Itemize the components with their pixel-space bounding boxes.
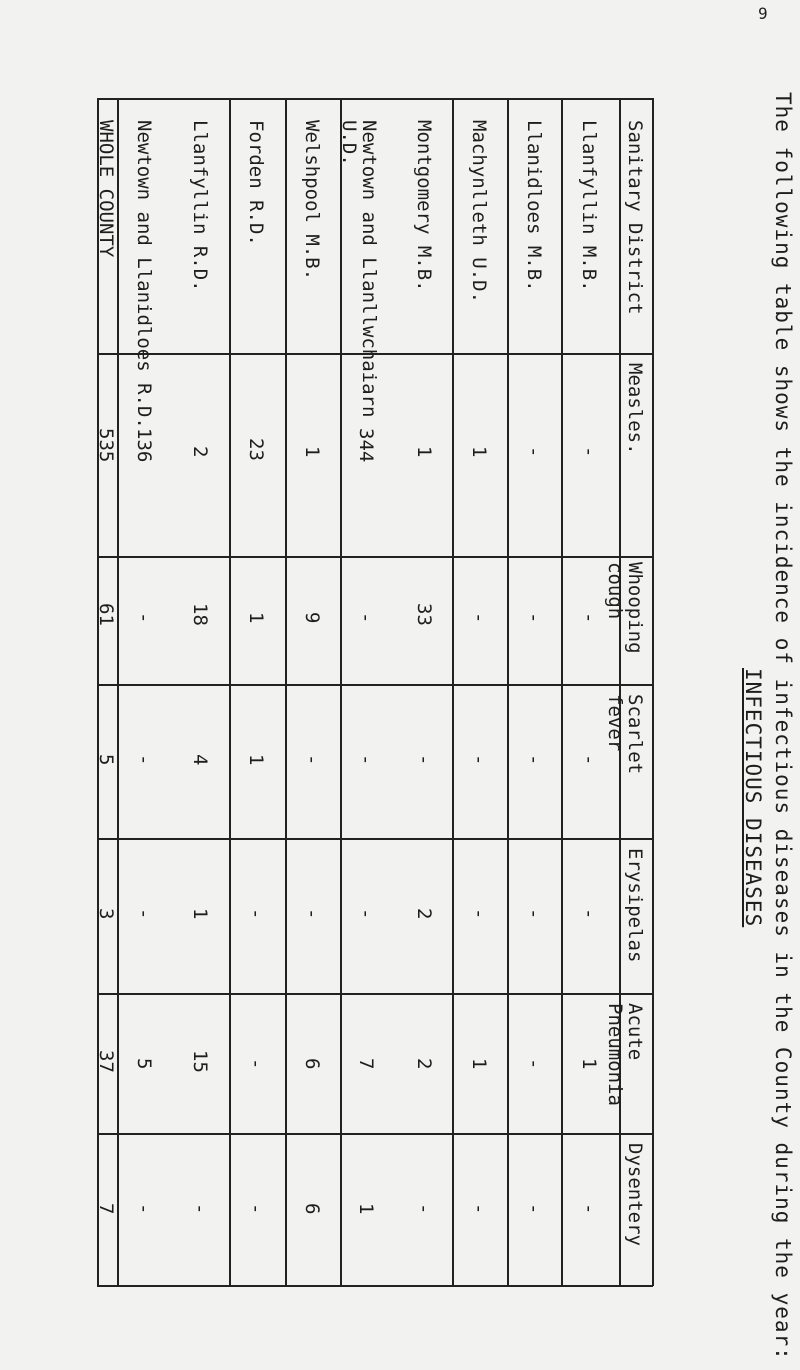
row-pneumonia: - [523, 1058, 545, 1070]
row-measles: - [523, 446, 545, 458]
row-district: Welshpool M.B. [301, 120, 323, 281]
row-district: Llanidloes M.B. [523, 120, 545, 292]
row-measles: 2 [189, 446, 211, 458]
header-measles: Measles. [624, 363, 646, 455]
row-erysipelas: - [578, 908, 600, 920]
row-whooping: 1 [245, 612, 267, 624]
row-district: Llanfyllin M.B. [578, 120, 600, 292]
row-whooping-total: 61 [95, 603, 117, 626]
header-whooping-cough-2: cough [604, 562, 626, 620]
header-dysentery: Dysentery [624, 1143, 646, 1246]
row-dysentery: - [133, 1203, 155, 1215]
row-pneumonia: - [245, 1058, 267, 1070]
row-whooping: - [133, 612, 155, 624]
header-sanitary-district: Sanitary District [624, 120, 646, 315]
row-district: Machynlleth U.D. [468, 120, 490, 304]
row-measles: 1 [413, 446, 435, 458]
header-whooping-cough-1: Whooping [624, 562, 646, 654]
row-district-total: WHOLE COUNTY [95, 120, 117, 258]
row-scarlet: - [301, 754, 323, 766]
row-whooping: - [355, 612, 377, 624]
row-scarlet: - [523, 754, 545, 766]
header-acute-pneumonia-1: Acute [624, 1003, 646, 1061]
row-dysentery: - [189, 1203, 211, 1215]
row-whooping: 33 [413, 603, 435, 626]
row-scarlet: - [133, 754, 155, 766]
row-pneumonia: 1 [578, 1058, 600, 1070]
row-whooping: - [468, 612, 490, 624]
row-district: Newtown and Llanidloes R.D. [133, 120, 155, 429]
row-pneumonia: 2 [413, 1058, 435, 1070]
row-measles: 1 [468, 446, 490, 458]
row-district: Montgomery M.B. [413, 120, 435, 292]
row-dysentery: 1 [355, 1203, 377, 1215]
row-scarlet: - [578, 754, 600, 766]
header-scarlet-fever-1: Scarlet [624, 694, 646, 775]
row-dysentery: 6 [301, 1203, 323, 1215]
row-district: Forden R.D. [245, 120, 267, 246]
header-scarlet-fever-2: fever [604, 694, 626, 752]
row-erysipelas: - [245, 908, 267, 920]
row-scarlet-total: 5 [95, 754, 117, 766]
row-pneumonia: 6 [301, 1058, 323, 1070]
row-erysipelas: 1 [189, 908, 211, 920]
header-erysipelas: Erysipelas [624, 848, 646, 963]
row-scarlet: 1 [245, 754, 267, 766]
row-dysentery: - [578, 1203, 600, 1215]
row-pneumonia: 7 [355, 1058, 377, 1070]
row-measles: - [578, 446, 600, 458]
row-measles: 23 [245, 438, 267, 461]
row-dysentery: - [413, 1203, 435, 1215]
row-erysipelas-total: 3 [95, 908, 117, 920]
intro-text: The following table shows the incidence of infectious diseases in the County during the year: [771, 92, 795, 1361]
row-whooping: - [578, 612, 600, 624]
row-dysentery-total: 7 [95, 1203, 117, 1215]
section-heading: INFECTIOUS DISEASES [741, 668, 765, 928]
row-scarlet: - [468, 754, 490, 766]
header-acute-pneumonia-2: Pneumonia [604, 1003, 626, 1106]
row-scarlet: - [413, 754, 435, 766]
row-whooping: 18 [189, 603, 211, 626]
row-dysentery: - [523, 1203, 545, 1215]
row-pneumonia: 15 [189, 1050, 211, 1073]
row-erysipelas: - [355, 908, 377, 920]
row-measles: 136 [133, 428, 155, 463]
row-erysipelas: - [468, 908, 490, 920]
row-scarlet: - [355, 754, 377, 766]
row-pneumonia: 1 [468, 1058, 490, 1070]
row-erysipelas: 2 [413, 908, 435, 920]
row-whooping: - [523, 612, 545, 624]
row-district: Llanfyllin R.D. [189, 120, 211, 292]
page-number: 9 [758, 4, 768, 23]
row-erysipelas: - [133, 908, 155, 920]
row-dysentery: - [245, 1203, 267, 1215]
row-dysentery: - [468, 1203, 490, 1215]
row-pneumonia-total: 37 [95, 1050, 117, 1073]
row-whooping: 9 [301, 612, 323, 624]
infectious-diseases-table [97, 98, 653, 1286]
row-district: Newtown and Llanllwchaiarn [358, 120, 380, 418]
row-measles: 344 [355, 428, 377, 463]
row-measles-total: 535 [95, 428, 117, 463]
row-scarlet: 4 [189, 754, 211, 766]
row-erysipelas: - [301, 908, 323, 920]
row-measles: 1 [301, 446, 323, 458]
row-pneumonia: 5 [133, 1058, 155, 1070]
row-district-line2: U.D. [338, 120, 360, 166]
row-erysipelas: - [523, 908, 545, 920]
